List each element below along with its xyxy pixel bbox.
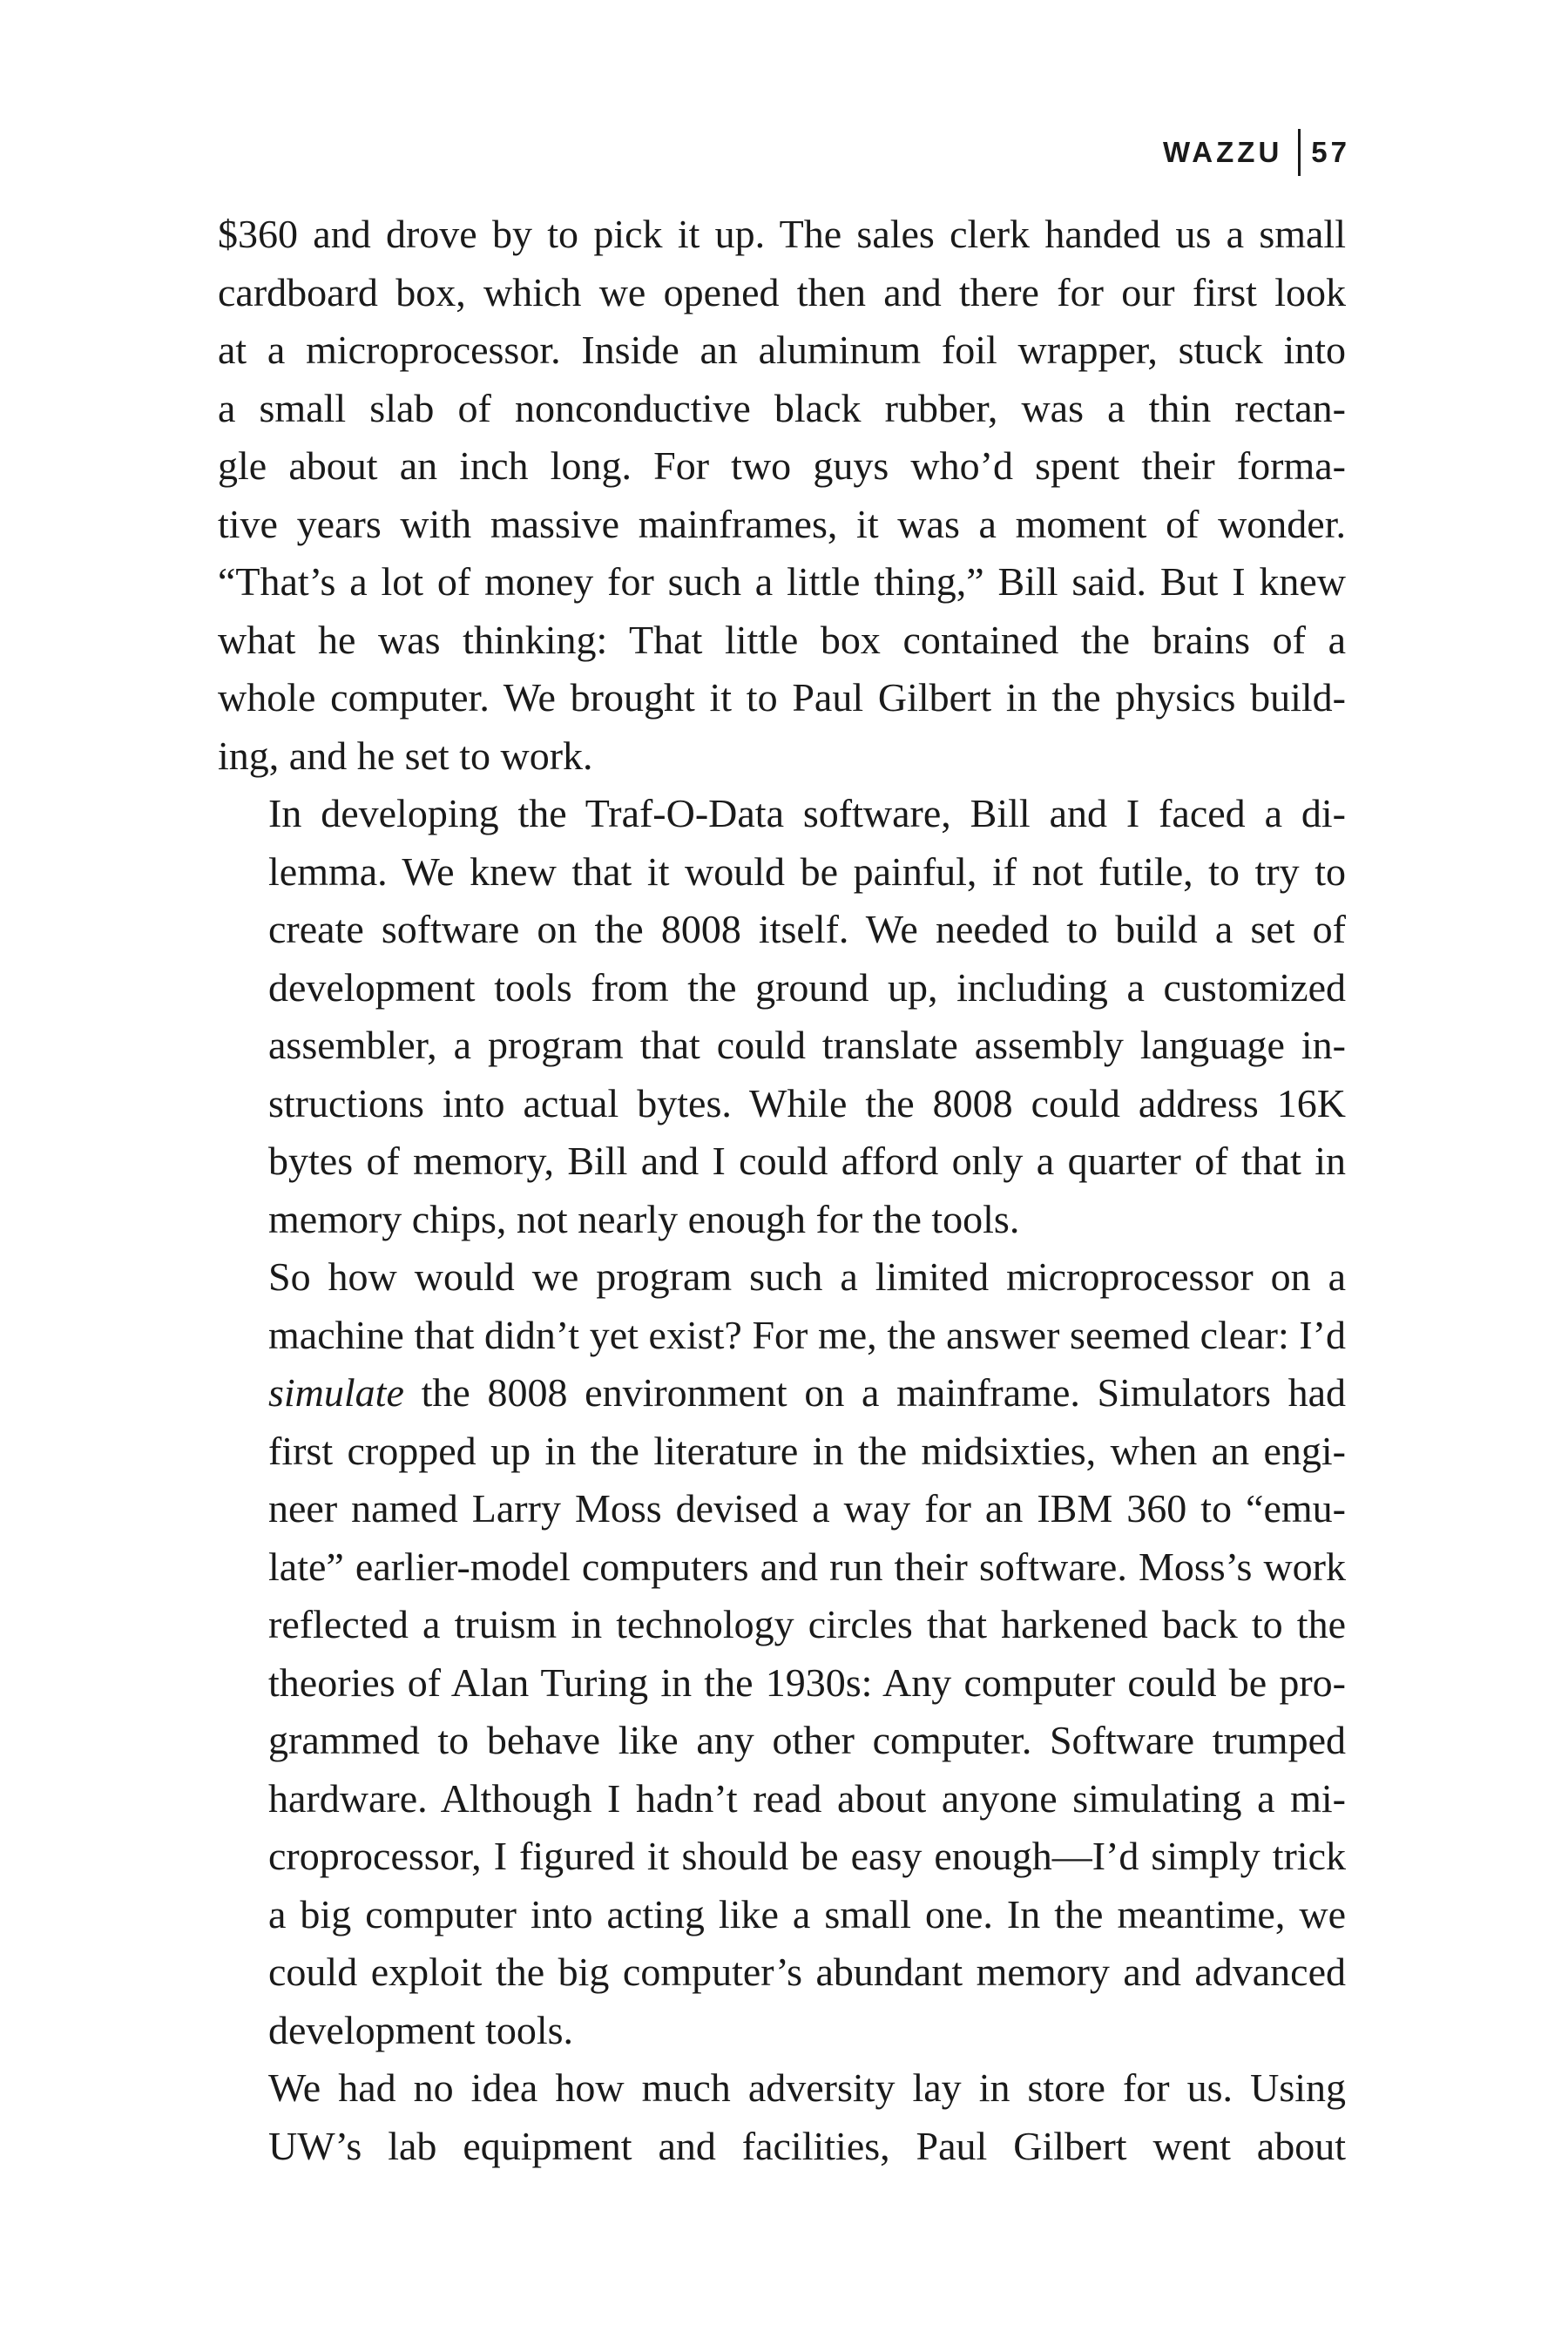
text-line: In developing the Traf-O-Data software, Bill and I faced a di-: [268, 791, 1346, 835]
text-line: create software on the 8008 itself. We needed to build a set of: [268, 907, 1346, 951]
text-line: at a microprocessor. Inside an aluminum foil wrapper, stuck into: [218, 328, 1346, 372]
paragraph-2: [218, 785, 1346, 1248]
text-line: [218, 1364, 1346, 1423]
text-line: grammed to behave like any other computer. Software trumped: [268, 1718, 1346, 1762]
page-number: 57: [1311, 136, 1350, 168]
running-title: WAZZU: [1162, 136, 1283, 168]
paragraph-3: [218, 1248, 1346, 2059]
text-line: a big computer into acting like a small one. In the meantime, we: [268, 1891, 1346, 1936]
text-line: neer named Larry Moss devised a way for an IBM 360 to “emu-: [268, 1486, 1346, 1531]
text-line: gle about an inch long. For two guys who’d spent their forma-: [218, 443, 1346, 488]
text-line: bytes of memory, Bill and I could afford only a quarter of that in: [268, 1139, 1346, 1183]
text-line: a small slab of nonconductive black rubber, was a thin rectan-: [218, 385, 1346, 430]
text-line: memory chips, not nearly enough for the tools.: [268, 1196, 1020, 1241]
text-line: “That’s a lot of money for such a little thing,” Bill said. But I knew: [218, 559, 1346, 604]
text-line: ing, and he set to work.: [218, 733, 593, 778]
text-line: machine that didn’t yet exist? For me, the answer seemed clear: I’d: [268, 1312, 1346, 1357]
text-line: UW’s lab equipment and facilities, Paul Gilbert went about: [268, 2123, 1346, 2168]
text-line: structions into actual bytes. While the 8008 could address 16K: [268, 1080, 1346, 1125]
paragraph-1: [218, 206, 1346, 785]
text-line: cardboard box, which we opened then and there for our first look: [218, 269, 1346, 314]
text-line: development tools from the ground up, including a customized: [268, 964, 1346, 1010]
text-line: So how would we program such a limited microprocessor on a: [268, 1254, 1346, 1299]
header-divider: [1298, 129, 1301, 176]
text-line: what he was thinking: That little box contained the brains of a: [218, 617, 1346, 662]
text-line: We had no idea how much adversity lay in store for us. Using: [268, 2065, 1346, 2110]
text-line: reflected a truism in technology circles that harkened back to the: [268, 1602, 1346, 1646]
text-line: could exploit the big computer’s abundant memory and advanced: [268, 1950, 1346, 1994]
text-line: lemma. We knew that it would be painful, if not futile, to try to: [268, 848, 1346, 894]
text-line: whole computer. We brought it to Paul Gilbert in the physics build-: [218, 675, 1346, 720]
italic-term: simulate: [268, 1370, 404, 1415]
text-line: theories of Alan Turing in the 1930s: Any computer could be pro-: [268, 1659, 1346, 1705]
text-line: croprocessor, I figured it should be easy enough—I’d simply trick: [268, 1834, 1346, 1878]
text-line: late” earlier-model computers and run their software. Moss’s work: [268, 1544, 1346, 1589]
text-line: assembler, a program that could translate assembly language in-: [268, 1023, 1346, 1067]
text-line: hardware. Although I hadn’t read about anyone simulating a mi-: [268, 1775, 1346, 1821]
body-text: [218, 206, 1346, 2175]
text-line: $360 and drove by to pick it up. The sales clerk handed us a small: [218, 212, 1346, 256]
running-head: [1163, 129, 1350, 176]
text-fragment: the 8008 environment on a mainframe. Simulators had: [403, 1370, 1346, 1415]
paragraph-4: [218, 2059, 1346, 2175]
text-line: development tools.: [268, 2007, 574, 2052]
text-line: tive years with massive mainframes, it was a moment of wonder.: [218, 501, 1346, 546]
text-line: first cropped up in the literature in the midsixties, when an engi-: [268, 1428, 1346, 1473]
